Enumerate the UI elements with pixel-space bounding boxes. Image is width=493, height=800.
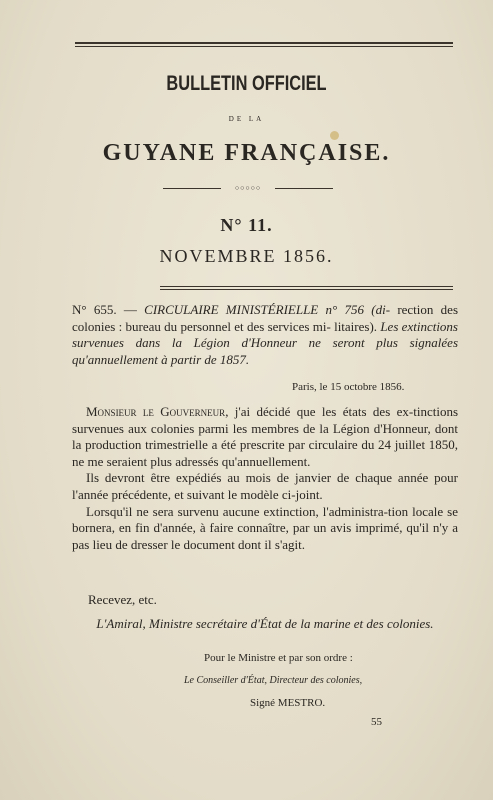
circular-ref: n° 756 (di- xyxy=(318,302,391,317)
paragraph-1-text: , j'ai décidé que les états des ex-tinctions survenues aux colonies parmi les membres de la Légion d'Honneur, dont la production trimestrielle a été prescrite par circulaire du 24 juillet 1850, ne me seraient plus adressés qu'annuellement. xyxy=(72,404,458,469)
salutation: Monsieur le Gouverneur xyxy=(86,404,226,419)
entry-number: N° 655. — xyxy=(72,302,145,317)
paragraph-1 xyxy=(72,404,458,470)
masthead-title: BULLETIN OFFICIEL xyxy=(166,72,327,95)
dateline: Paris, le 15 octobre 1856. xyxy=(292,381,405,393)
ornament-dots: ○○○○○ xyxy=(234,184,262,192)
top-rule-thin xyxy=(75,46,453,47)
minister-signoff: L'Amiral, Ministre secrétaire d'État de la marine et des colonies. xyxy=(96,616,434,631)
order-line: Pour le Ministre et par son ordre : xyxy=(204,652,353,664)
closing-formula: Recevez, etc. xyxy=(88,592,157,607)
entry-type: CIRCULAIRE MINISTÉRIELLE xyxy=(144,302,319,317)
heading-line-4: ne seront plus signalées qu'annuellement à partir de 1857. xyxy=(72,335,458,367)
heading-line-3b: Les extinctions survenues dans la Légion d'Honneur xyxy=(72,318,458,351)
heading-line-2: rection des colonies : bureau du personnel et des services mi- xyxy=(72,302,459,334)
official-title: Le Conseiller d'État, Directeur des colonies, xyxy=(184,675,363,686)
issue-number: N° 11. xyxy=(220,215,273,235)
ornament-divider xyxy=(163,186,333,192)
masthead-connector: DE LA xyxy=(228,115,265,123)
letter-body xyxy=(72,404,458,553)
section-rule xyxy=(160,286,453,287)
signature-line: Signé MESTRO. xyxy=(250,697,326,709)
top-rule xyxy=(75,42,453,44)
page-number: 55 xyxy=(371,716,382,728)
paper-stain xyxy=(330,131,339,140)
heading-line-3a: litaires). xyxy=(334,318,381,334)
paragraph-3: Lorsqu'il ne sera survenu aucune extinction, l'administra-tion locale se bornera, en fin d'année, à faire connaître, par un avis imprimé, qu'il n'y a pas lieu de dresser le document dont il s'agit. xyxy=(72,503,458,552)
paragraph-2: Ils devront être expédiés au mois de janvier de chaque année pour l'année précédente, et suivant le modèle ci-joint. xyxy=(72,470,458,502)
issue-date: NOVEMBRE 1856. xyxy=(159,246,334,266)
masthead-colony: GUYANE FRANÇAISE. xyxy=(102,140,391,166)
ornament-line-left xyxy=(163,188,221,189)
ornament-line-right xyxy=(275,188,333,189)
circular-heading xyxy=(72,302,458,368)
section-rule-thin xyxy=(160,289,453,290)
